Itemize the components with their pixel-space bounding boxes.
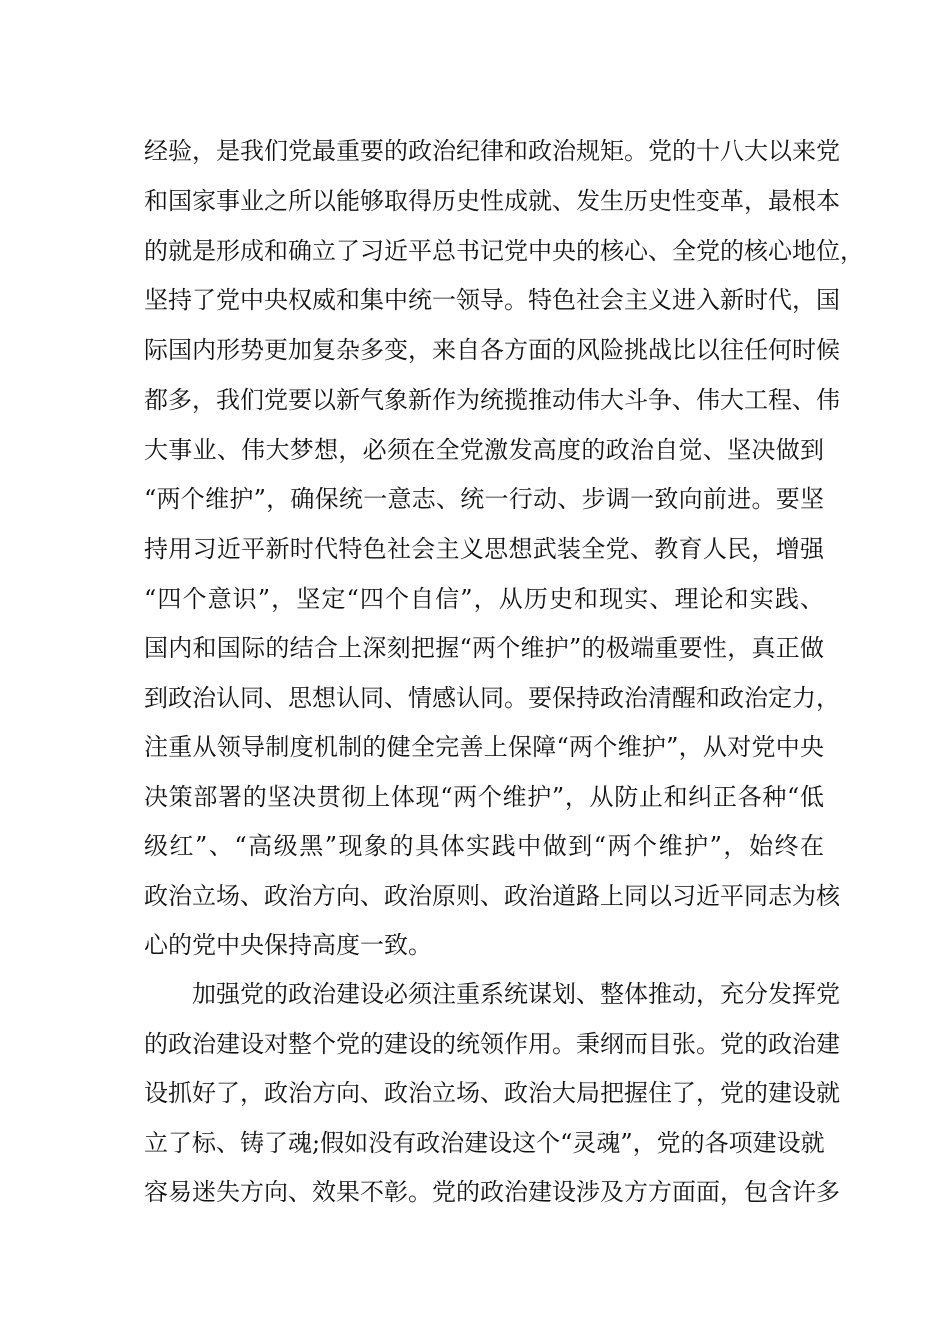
text-line: 大事业、伟大梦想，必须在全党激发高度的政治自觉、坚决做到 [144, 436, 824, 464]
text-line: “两个维护”，确保统一意志、统一行动、步调一致向前进。要坚 [144, 485, 824, 513]
text-line: 加强党的政治建设必须注重系统谋划、整体推动，充分发挥党 [192, 980, 840, 1008]
text-line: 心的党中央保持高度一致。 [144, 931, 432, 959]
text-line: 设抓好了，政治方向、政治立场、政治大局把握住了，党的建设就 [144, 1079, 840, 1107]
text-line: 持用习近平新时代特色社会主义思想武装全党、教育人民，增强 [144, 535, 824, 563]
text-line: 决策部署的坚决贯彻上体现“两个维护”，从防止和纠正各种“低 [144, 783, 824, 811]
text-line: 容易迷失方向、效果不彰。党的政治建设涉及方方面面，包含许多 [144, 1178, 840, 1206]
text-line: 经验，是我们党最重要的政治纪律和政治规矩。党的十八大以来党 [144, 137, 840, 165]
text-line: “四个意识”，坚定“四个自信”，从历史和现实、理论和实践、 [144, 585, 824, 613]
text-line: 立了标、铸了魂;假如没有政治建设这个“灵魂”，党的各项建设就 [144, 1129, 825, 1157]
text-line: 政治立场、政治方向、政治原则、政治道路上同以习近平同志为核 [144, 882, 840, 910]
text-line: 坚持了党中央权威和集中统一领导。特色社会主义进入新时代，国 [144, 286, 840, 314]
text-line: 和国家事业之所以能够取得历史性成就、发生历史性变革，最根本 [144, 187, 840, 215]
text-line: 国内和国际的结合上深刻把握“两个维护”的极端重要性，真正做 [144, 634, 824, 662]
text-line: 的就是形成和确立了习近平总书记党中央的核心、全党的核心地位， [144, 237, 864, 265]
text-line: 际国内形势更加复杂多变，来自各方面的风险挑战比以往任何时候 [144, 336, 840, 364]
text-line: 级红”、“高级黑”现象的具体实践中做到“两个维护”，始终在 [144, 832, 824, 860]
text-line: 的政治建设对整个党的建设的统领作用。秉纲而目张。党的政治建 [144, 1030, 840, 1058]
text-line: 到政治认同、思想认同、情感认同。要保持政治清醒和政治定力， [144, 684, 840, 712]
text-line: 都多，我们党要以新气象新作为统揽推动伟大斗争、伟大工程、伟 [144, 386, 840, 414]
text-line: 注重从领导制度机制的健全完善上保障“两个维护”，从对党中央 [144, 733, 824, 761]
